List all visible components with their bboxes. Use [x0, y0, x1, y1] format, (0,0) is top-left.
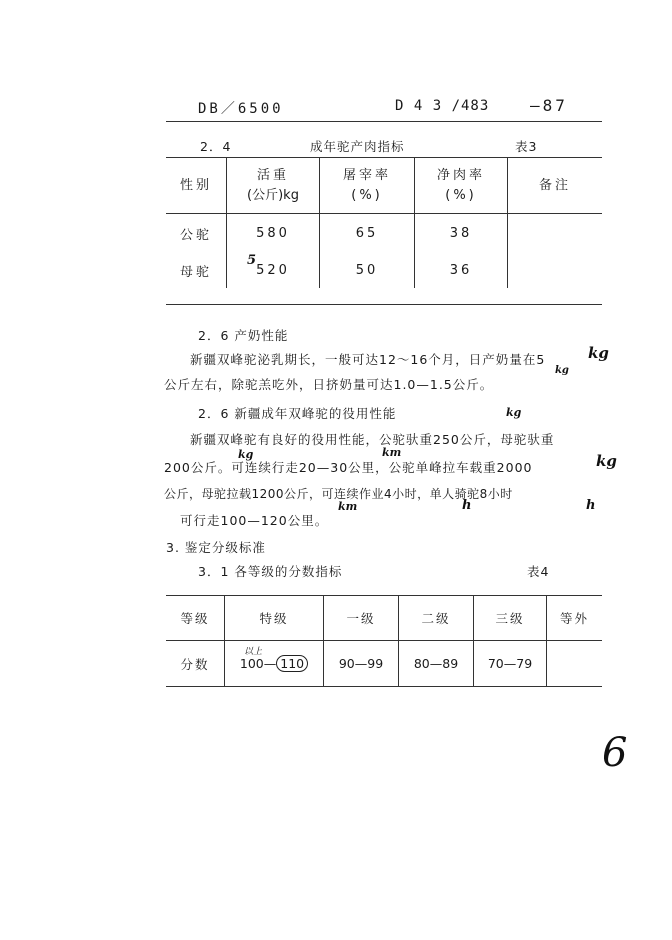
- section-number: 2．4: [200, 139, 232, 154]
- section-heading: 2．6 新疆成年双峰驼的役用性能: [198, 406, 397, 421]
- table-row: [166, 252, 602, 288]
- cell-sex: 母驼: [179, 264, 212, 280]
- handwritten-unit: h: [462, 498, 472, 513]
- cell-substandard: [547, 641, 603, 687]
- header-net-meat-rate: 净肉率 (%): [415, 158, 508, 214]
- cell-sex: 公驼: [179, 227, 212, 243]
- header-first: 一级: [324, 596, 399, 641]
- table-header-row: [166, 596, 602, 641]
- handwritten-unit: km: [382, 446, 402, 459]
- cell-live-weight: 520: [227, 252, 320, 288]
- paragraph-line: 公斤左右，除驼羔吃外，日挤奶量可达1.0—1.5公斤。: [164, 377, 494, 392]
- handwritten-unit: h: [586, 498, 596, 513]
- table3-bottom-rule: [166, 304, 602, 305]
- paragraph-line: 可行走100—120公里。: [180, 513, 329, 528]
- table4-bottom-rule: [166, 686, 602, 687]
- row-label: 分数: [180, 656, 210, 672]
- doc-code: D 4 3 /483: [395, 98, 490, 114]
- table-label: 表3: [515, 139, 538, 154]
- paragraph-line: 新疆双峰驼有良好的役用性能，公驼驮重250公斤，母驼驮重: [190, 432, 555, 447]
- cell-slaughter-rate: 65: [320, 214, 415, 253]
- doc-standard-number: DB／6500: [198, 101, 284, 117]
- table-row: [166, 214, 602, 253]
- cell-remarks: [508, 214, 603, 253]
- table-header-row: [166, 158, 602, 214]
- paragraph-line: 200公斤。可连续行走20—30公里，公驼单峰拉车载重2000: [164, 460, 533, 475]
- header-live-weight: 活重 (公斤)kg: [227, 158, 320, 214]
- cell-net-meat-rate: 36: [415, 252, 508, 288]
- paragraph-line: 新疆双峰驼泌乳期长，一般可达12～16个月，日产奶量在5: [190, 352, 546, 367]
- meat-yield-table: [166, 158, 602, 288]
- special-range: 100—: [239, 656, 277, 671]
- handwritten-correction: 5: [247, 253, 257, 268]
- header-sex: 性别: [166, 158, 227, 214]
- handwritten-note: 以上: [244, 647, 263, 657]
- handwritten-unit: km: [338, 500, 358, 513]
- cell-slaughter-rate: 50: [320, 252, 415, 288]
- handwritten-unit: kg: [588, 344, 609, 362]
- table-row: [166, 641, 602, 687]
- handwritten-unit: kg: [596, 452, 617, 470]
- header-special: 特级: [225, 596, 324, 641]
- grading-table: [166, 596, 602, 686]
- header-third: 三级: [474, 596, 547, 641]
- header-second: 二级: [399, 596, 474, 641]
- section-heading: 2．6 产奶性能: [198, 328, 289, 343]
- cell-net-meat-rate: 38: [415, 214, 508, 253]
- header-rule: [166, 121, 602, 122]
- cell-special: [225, 641, 324, 687]
- cell-third: 70—79: [474, 641, 547, 687]
- handwritten-unit: kg: [238, 448, 254, 461]
- page-number: —87: [530, 96, 568, 115]
- section-title: 成年驼产肉指标: [310, 139, 405, 154]
- handwritten-page-mark: 6: [602, 730, 628, 776]
- header-substandard: 等外: [547, 596, 603, 641]
- section-subheading: 3．1 各等级的分数指标: [198, 564, 343, 579]
- paragraph-line: 公斤，母驼拉载1200公斤，可连续作业4小时，单人骑驼8小时: [164, 487, 513, 501]
- cell-second: 80—89: [399, 641, 474, 687]
- table-label: 表4: [527, 564, 550, 579]
- header-remarks: 备注: [508, 158, 603, 214]
- cell-first: 90—99: [324, 641, 399, 687]
- cell-live-weight: 580: [227, 214, 320, 253]
- cell-remarks: [508, 252, 603, 288]
- header-grade: 等级: [166, 596, 225, 641]
- header-slaughter-rate: 屠宰率 (%): [320, 158, 415, 214]
- circled-value: 110: [276, 655, 308, 672]
- section-heading: 3. 鉴定分级标准: [166, 540, 266, 555]
- handwritten-unit: kg: [506, 406, 522, 419]
- handwritten-unit: kg: [555, 365, 569, 376]
